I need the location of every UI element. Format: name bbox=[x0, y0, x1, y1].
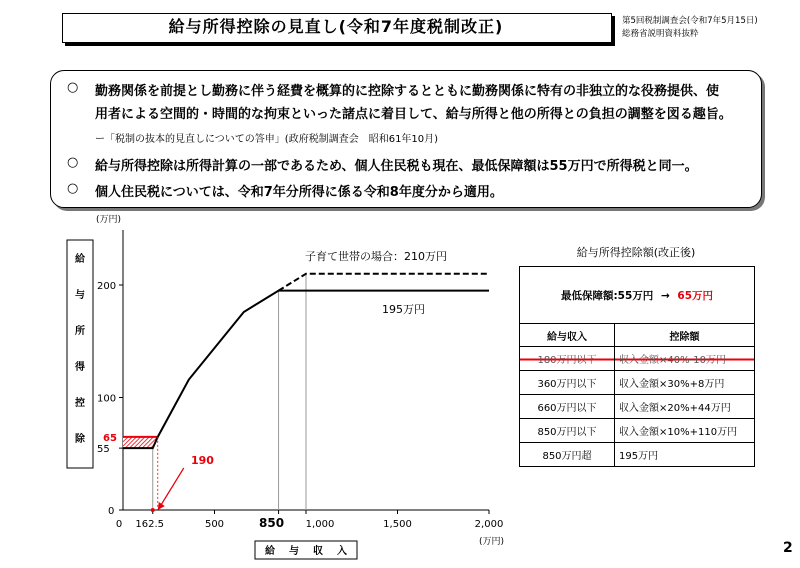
arrow-right-icon: → bbox=[660, 289, 670, 302]
source-line-2: 総務省説明資料抜粋 bbox=[622, 29, 699, 39]
income-cell: 180万円以下 bbox=[520, 347, 615, 371]
minimum-guarantee-cell bbox=[520, 267, 755, 324]
bullet-marker: ○ bbox=[67, 80, 79, 95]
x-tick-label: 1,000 bbox=[305, 519, 335, 530]
table-row bbox=[520, 347, 755, 371]
income-cell: 850万円以下 bbox=[520, 419, 615, 443]
y-tick-label: 200 bbox=[97, 281, 117, 292]
bullet-1-note: ー「税制の抜本的見直しについての答申」(政府税制調査会 昭和61年10月) bbox=[95, 134, 439, 145]
minimum-old: 最低保障額:55万円 bbox=[560, 289, 654, 302]
formula-cell: 収入金額×40%-10万円 bbox=[615, 347, 755, 371]
y-tick-label: 100 bbox=[97, 393, 117, 405]
formula-cell: 収入金額×10%+110万円 bbox=[615, 419, 755, 443]
table-row bbox=[520, 371, 755, 395]
page-title: 給与所得控除の見直し(令和7年度税制改正) bbox=[168, 17, 504, 36]
formula-cell: 収入金額×30%+8万円 bbox=[615, 371, 755, 395]
x-unit-label: (万円) bbox=[479, 537, 505, 547]
x-tick-label: 162.5 bbox=[135, 519, 165, 530]
source-line-1: 第5回税制調査会(令和7年5月15日) bbox=[622, 16, 758, 26]
bullet-2: 給与所得控除は所得計算の一部であるため、個人住民税も現在、最低保障額は55万円で所得税と同一。 bbox=[95, 159, 698, 174]
bullet-marker: ○ bbox=[67, 155, 79, 170]
table-caption: 給与所得控除額(改正後) bbox=[576, 246, 696, 259]
threshold-dot bbox=[151, 508, 155, 512]
header-income: 給与収入 bbox=[520, 324, 615, 347]
y-tick-label: 55 bbox=[97, 444, 110, 456]
table-row bbox=[520, 419, 755, 443]
formula-cell: 195万円 bbox=[615, 443, 755, 467]
x-tick-label: 0 bbox=[115, 519, 123, 530]
cap-label: 195万円 bbox=[382, 303, 425, 316]
y-unit-label: (万円) bbox=[96, 215, 122, 225]
minimum-guarantee-row bbox=[520, 267, 755, 324]
y-axis-label-char: 得 bbox=[75, 362, 85, 373]
x-tick-label: 2,000 bbox=[474, 519, 504, 530]
table-row bbox=[520, 443, 755, 467]
income-cell: 850万円超 bbox=[520, 443, 615, 467]
arrow-head-icon bbox=[158, 502, 165, 510]
x-tick-label: 500 bbox=[204, 519, 225, 530]
threshold-label: 190 bbox=[191, 454, 214, 467]
x-axis-label-char: 給 bbox=[265, 546, 275, 557]
bullet-1-line-2: 用者による空間的・時間的な拘束といった諸点に着目して、給与所得と他の所得との負担の調整を図る趣旨。 bbox=[95, 107, 732, 122]
x-axis-label-char: 収 bbox=[313, 546, 323, 557]
x-tick-label: 850 bbox=[259, 516, 285, 530]
x-axis-label-char: 入 bbox=[337, 546, 347, 557]
income-cell: 660万円以下 bbox=[520, 395, 615, 419]
x-axis-label-char: 与 bbox=[289, 546, 299, 557]
y65-label: 65 bbox=[103, 432, 117, 444]
bullet-marker: ○ bbox=[67, 181, 79, 196]
y-tick-label: 0 bbox=[108, 506, 115, 517]
header-deduction: 控除額 bbox=[615, 324, 755, 347]
deduction-table bbox=[519, 266, 755, 467]
y-axis-label-char: 除 bbox=[75, 434, 85, 445]
y-axis-label-char: 給 bbox=[75, 254, 85, 265]
formula-cell: 収入金額×20%+44万円 bbox=[615, 395, 755, 419]
bullet-3: 個人住民税については、令和7年分所得に係る令和8年度分から適用。 bbox=[95, 185, 503, 200]
child-household-line bbox=[279, 274, 489, 291]
bullet-1-line-1: 勤務関係を前提とし勤務に伴う経費を概算的に控除するとともに勤務関係に特有の非独立的な役務提供、使 bbox=[95, 84, 720, 99]
table-header-row bbox=[520, 324, 755, 347]
threshold-arrow bbox=[160, 468, 184, 507]
y-axis-label-char: 控 bbox=[75, 398, 85, 409]
minimum-new: 65万円 bbox=[677, 289, 714, 302]
x-tick-label: 1,500 bbox=[383, 519, 412, 530]
y-axis-label-char: 所 bbox=[75, 326, 85, 337]
y-axis-label-char: 与 bbox=[75, 290, 85, 301]
page-number: 2 bbox=[783, 540, 793, 556]
table-row bbox=[520, 395, 755, 419]
child-household-label: 子育て世帯の場合：210万円 bbox=[305, 250, 447, 263]
income-cell: 360万円以下 bbox=[520, 371, 615, 395]
